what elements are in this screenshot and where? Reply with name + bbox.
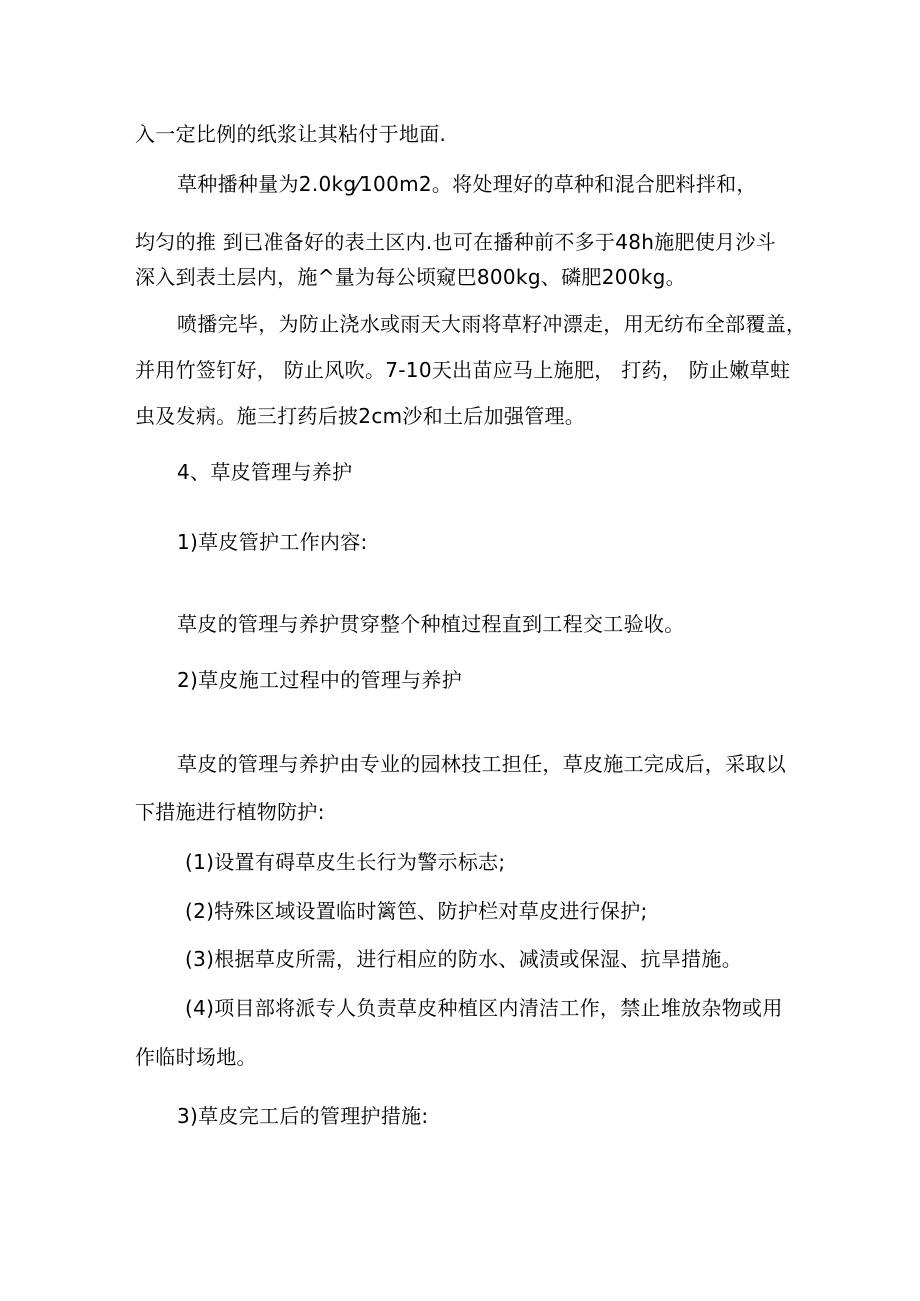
text-line-10: 草皮的管理与养护贯穿整个种植过程直到工程交工验收。 bbox=[177, 612, 685, 636]
text-line-7: 虫及发病。施三打药后披2cm沙和土后加强管理。 bbox=[135, 404, 586, 428]
text-line-6: 并用竹签钉好， 防止风吹。7-10天出苗应马上施肥， 打药， 防止嫩草蛀 bbox=[135, 358, 791, 382]
text-line-2: 草种播种量为2.0kg⁄100m2。将处理好的草种和混合肥料拌和， bbox=[177, 172, 757, 196]
list-item-4: (4)项目部将派专人负责草皮种植区内清洁工作，禁止堆放杂物或用 bbox=[185, 996, 783, 1020]
text-line-13: 下措施进行植物防护: bbox=[135, 800, 325, 824]
list-item-1: (1)设置有碍草皮生长行为警示标志; bbox=[185, 850, 506, 874]
text-line-4: 深入到表土层内，施^量为每公顷窥巴800kg、磷肥200kg。 bbox=[135, 265, 686, 289]
section-heading-4: 4、草皮管理与养护 bbox=[177, 460, 353, 484]
subheading-1: 1)草皮管护工作内容: bbox=[177, 530, 368, 554]
list-item-2: (2)特殊区域设置临时篱笆、防护栏对草皮进行保护; bbox=[185, 899, 648, 923]
list-item-4-continued: 作临时场地。 bbox=[135, 1045, 257, 1069]
text-line-5: 喷播完毕，为防止浇水或雨天大雨将草籽冲漂走，用无纺布全部覆盖， bbox=[177, 312, 807, 336]
text-line-3: 均匀的推 到已准备好的表土区内.也可在播种前不多于48h施肥使月沙斗 bbox=[135, 230, 777, 254]
list-item-3: (3)根据草皮所需，进行相应的防水、减渍或保湿、抗旱措施。 bbox=[185, 947, 743, 971]
subheading-2: 2)草皮施工过程中的管理与养护 bbox=[177, 668, 463, 692]
subheading-3: 3)草皮完工后的管理护措施: bbox=[177, 1104, 429, 1128]
text-line-12: 草皮的管理与养护由专业的园林技工担任，草皮施工完成后，采取以 bbox=[177, 752, 786, 776]
text-line-1: 入一定比例的纸浆让其粘付于地面. bbox=[135, 122, 447, 146]
